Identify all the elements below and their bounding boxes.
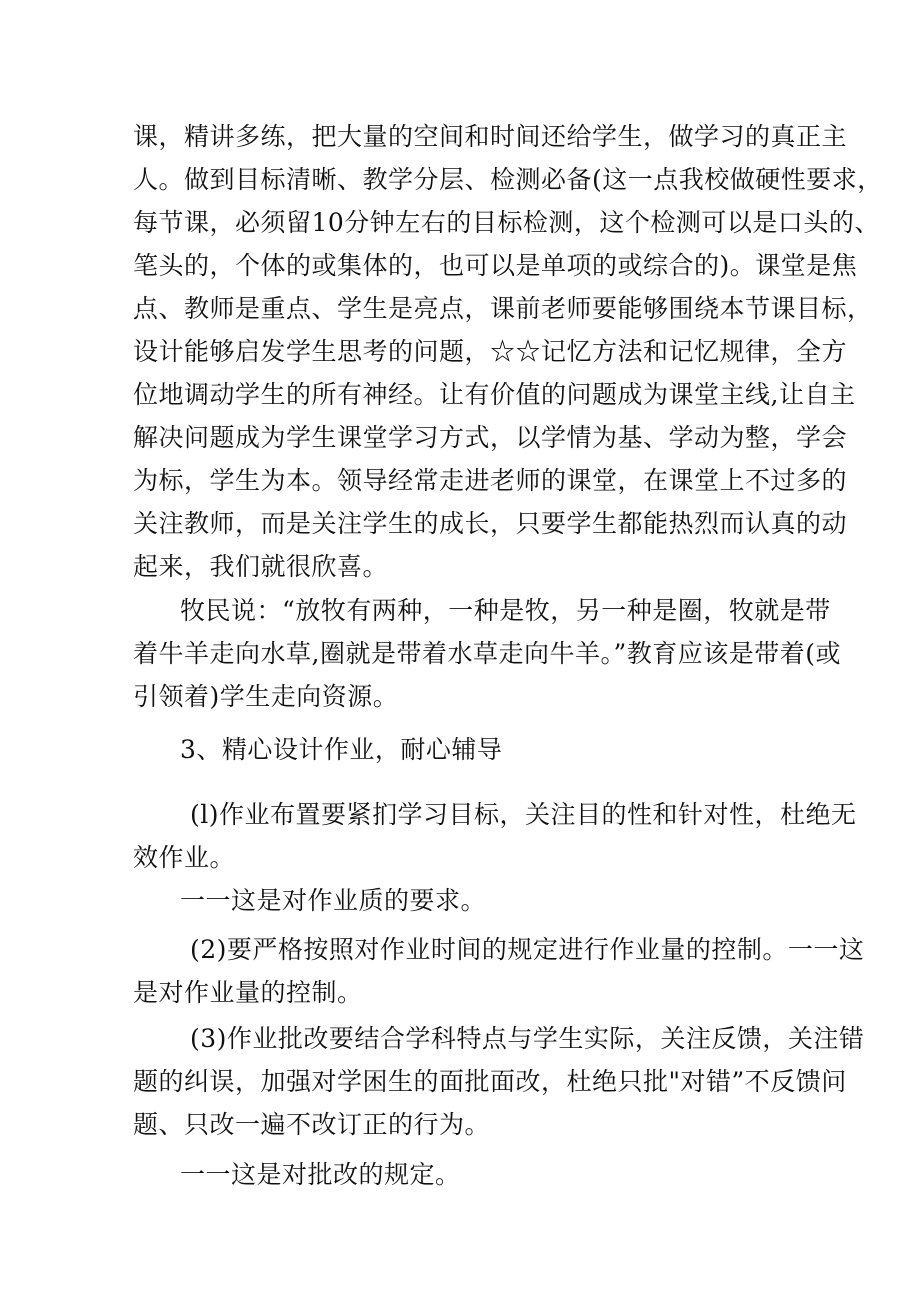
note-line: 一一这是对作业质的要求。 <box>180 886 487 915</box>
note-line: 一一这是对批改的规定。 <box>180 1160 461 1189</box>
text-line: 每节课，必须留10分钟左右的目标检测，这个检测可以是口头的、 <box>133 208 880 237</box>
text-line: 是对作业量的控制。 <box>133 978 363 1007</box>
text-line: (3)作业批改要结合学科特点与学生实际，关注反馈，关注错 <box>190 1024 865 1053</box>
text-line: 引领着)学生走向资源。 <box>133 682 399 711</box>
text-line: 点、教师是重点、学生是亮点，课前老师要能够围绕本节课目标， <box>133 294 873 323</box>
text-line: 笔头的，个体的或集体的，也可以是单项的或综合的)。课堂是焦 <box>133 251 858 280</box>
text-line: 人。做到目标清晰、教学分层、检测必备(这一点我校做硬性要求， <box>133 165 883 194</box>
text-line: 题的纠误，加强对学困生的面批面改，杜绝只批"对错”不反馈问 <box>133 1067 847 1096</box>
text-line: 牧民说：“放牧有两种，一种是牧，另一种是圈，牧就是带 <box>180 596 831 625</box>
text-line: (2)要严格按照对作业时间的规定进行作业量的控制。一一这 <box>190 935 865 964</box>
text-line: 位地调动学生的所有神经。让有价值的问题成为课堂主线,让自主 <box>133 380 856 409</box>
text-line: 设计能够启发学生思考的问题，☆☆记忆方法和记忆规律，全方 <box>133 337 848 366</box>
text-line: 关注教师，而是关注学生的成长，只要学生都能热烈而认真的动 <box>133 509 848 538</box>
text-line: 解决问题成为学生课堂学习方式，以学情为基、学动为整，学会 <box>133 423 848 452</box>
text-line: 着牛羊走向水草,圈就是带着水草走向牛羊。”教育应该是带着(或 <box>133 639 841 668</box>
text-line: 效作业。 <box>133 843 236 872</box>
text-line: 题、只改一遍不改订正的行为。 <box>133 1110 491 1139</box>
text-line: 起来，我们就很欣喜。 <box>133 552 389 581</box>
text-line: 课，精讲多练，把大量的空间和时间还给学生，做学习的真正主 <box>133 122 848 151</box>
text-line: 为标，学生为本。领导经常走进老师的课堂，在课堂上不过多的 <box>133 466 848 495</box>
section-heading: 3、精心设计作业，耐心辅导 <box>180 735 503 764</box>
text-line: (l)作业布置要紧扪学习目标，关注目的性和针对性，杜绝无 <box>190 800 857 829</box>
